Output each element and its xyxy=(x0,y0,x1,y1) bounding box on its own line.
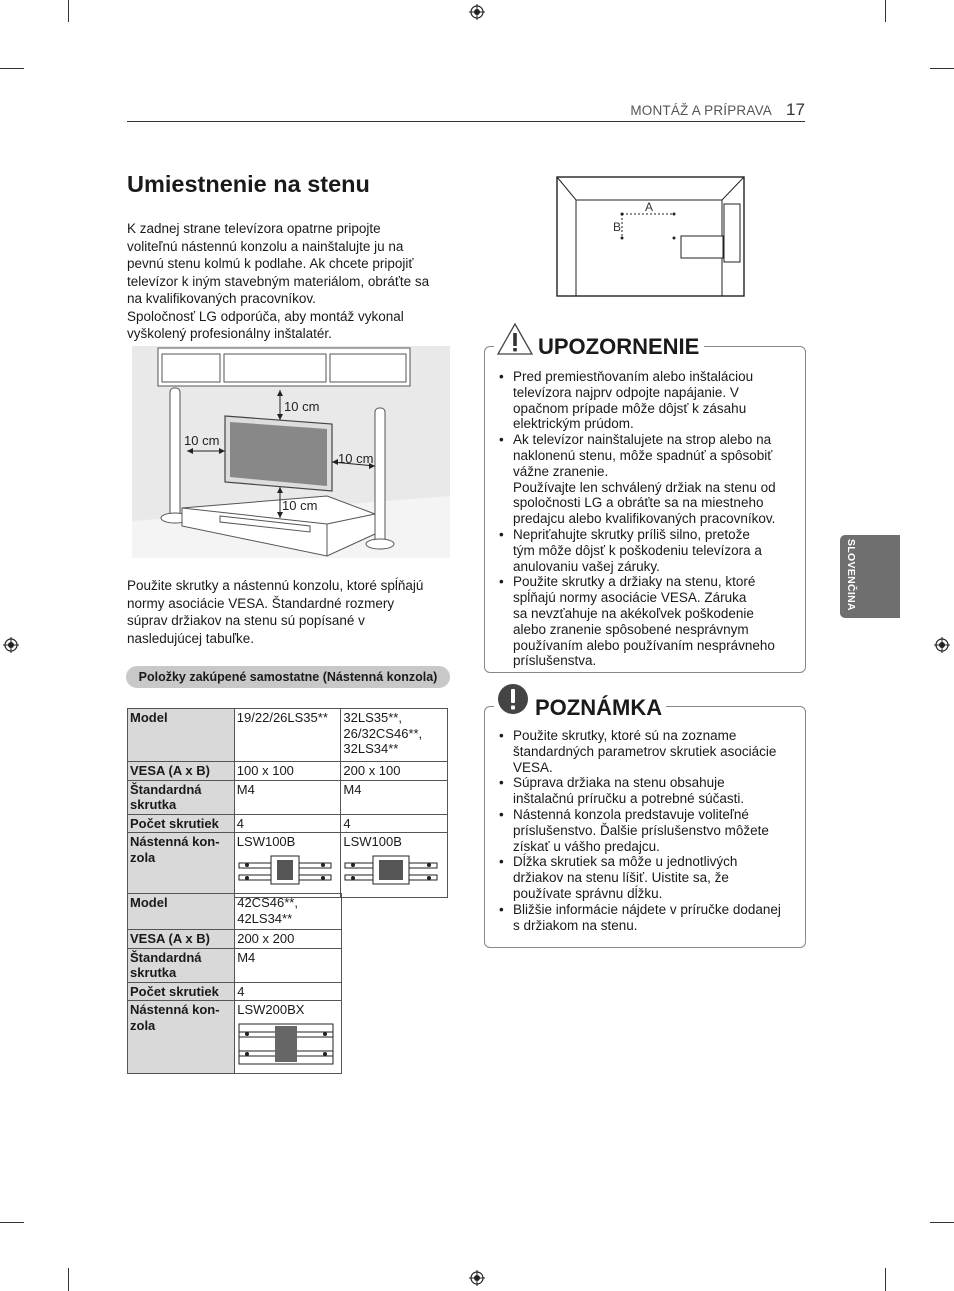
note-item xyxy=(497,728,797,775)
label-line: skrutka xyxy=(130,965,177,980)
caution-line: sa nevzťahuje na akékoľvek poškodenie xyxy=(513,605,754,621)
wall-bracket-icon xyxy=(237,853,333,887)
registration-mark-icon xyxy=(934,637,950,653)
caution-item xyxy=(497,432,797,527)
table-row xyxy=(128,894,342,930)
table-cell xyxy=(235,1001,342,1074)
crop-mark xyxy=(885,1268,886,1291)
crop-mark xyxy=(930,68,954,69)
caution-line: príslušenstva. xyxy=(513,653,597,669)
registration-mark-icon xyxy=(3,637,19,653)
model-line: 26/32CS46**, xyxy=(343,725,423,741)
registration-mark-icon xyxy=(469,4,485,20)
language-tab xyxy=(840,535,900,618)
table-header-cell: Model xyxy=(128,709,235,762)
intro-line: televízor k iným stavebným materiálom, obráťte sa xyxy=(127,273,430,289)
label-line: Štandardná xyxy=(130,949,202,965)
label-line: zola xyxy=(130,1017,156,1033)
caution-line: naklonenú stenu, môže spadnúť a spôsobiť xyxy=(513,447,773,463)
note-item xyxy=(497,854,797,901)
note-line: • Bližšie informácie nájdete v príručke dodanej xyxy=(513,901,781,917)
label-line: Nástenná kon- xyxy=(130,834,220,849)
wall-bracket-icon xyxy=(237,1020,335,1068)
caution-item xyxy=(497,369,797,432)
vesa-label-a: A xyxy=(645,200,654,214)
caution-line: • Pred premiestňovaním alebo inštaláciou xyxy=(513,369,754,384)
note-line: • Dĺžka skrutiek sa môže u jednotlivých xyxy=(513,854,738,870)
table-row xyxy=(128,709,448,762)
intro-text xyxy=(127,220,452,343)
note-item xyxy=(497,902,797,934)
table-header-cell: VESA (A x B) xyxy=(128,762,235,781)
table-cell: M4 xyxy=(234,780,341,814)
note-line: s držiakom na stenu. xyxy=(513,917,638,933)
note-line: držiakov na stenu líšiť. Uistite sa, že xyxy=(513,870,729,886)
caution-item xyxy=(497,527,797,574)
note-line: získať u vášho predajcu. xyxy=(513,838,660,854)
table-cell: 19/22/26LS35** xyxy=(234,709,341,762)
caution-line: používaním alebo používaním nesprávneho xyxy=(513,637,775,653)
note-line: • Použite skrutky, ktoré sú na zozname xyxy=(513,728,737,743)
note-heading: POZNÁMKA xyxy=(535,695,663,720)
table-row xyxy=(128,762,448,781)
mount-model: LSW100B xyxy=(343,834,402,849)
vesa-label-b: B xyxy=(613,220,622,234)
vesa-paragraph-line: Použite skrutky a nástennú konzolu, ktoré spĺňajú xyxy=(127,578,424,593)
table-cell: M4 xyxy=(341,780,448,814)
model-line: 32LS35**, xyxy=(343,710,402,725)
table-cell xyxy=(235,894,342,930)
crop-mark xyxy=(885,0,886,22)
note-line: • Nástenná konzola predstavuje voliteľné xyxy=(513,806,749,822)
table-cell xyxy=(341,709,448,762)
table-cell: 4 xyxy=(341,814,448,833)
intro-line: Spoločnosť LG odporúča, aby montáž vykonal xyxy=(127,308,404,324)
crop-mark xyxy=(930,1222,954,1223)
label-line: zola xyxy=(130,849,156,865)
crop-mark xyxy=(0,1222,24,1223)
table-row xyxy=(128,814,448,833)
table-header-cell: VESA (A x B) xyxy=(128,930,235,949)
label-line: Štandardná xyxy=(130,781,202,797)
model-line: 42CS46**, xyxy=(237,895,298,910)
vesa-paragraph-line: nasledujúcej tabuľke. xyxy=(127,630,255,646)
section-title: MONTÁŽ A PRÍPRAVA xyxy=(630,103,772,118)
caution-line: Používajte len schválený držiak na stenu od xyxy=(513,479,776,495)
table-row xyxy=(128,833,448,898)
caution-line: televízora najprv odpojte napájanie. V xyxy=(513,384,739,400)
caution-line: spoločnosti LG a obráťte sa na miestneho xyxy=(513,495,764,511)
crop-mark xyxy=(0,68,24,69)
note-line: štandardných parametrov skrutiek asociácie xyxy=(513,743,777,759)
model-line: 42LS34** xyxy=(237,910,293,926)
language-tab-label: SLOVENČINA xyxy=(845,539,857,611)
table-cell: 200 x 100 xyxy=(341,762,448,781)
intro-line: voliteľnú nástennú konzolu a nainštalujte ju na xyxy=(127,238,404,254)
intro-line: pevnú stenu kolmú k podlahe. Ak chcete pripojiť xyxy=(127,256,414,271)
intro-line: vyškolený profesionálny inštalatér. xyxy=(127,326,332,341)
table-cell xyxy=(234,833,341,898)
note-item xyxy=(497,807,797,854)
note-line: inštalačnú príručku a potrebné súčasti. xyxy=(513,791,745,807)
caution-box xyxy=(484,346,806,673)
table-cell: 4 xyxy=(235,982,342,1001)
caution-line: opačnom prípade môže dôjsť k zásahu xyxy=(513,400,747,416)
clearance-label-left: 10 cm xyxy=(184,433,220,448)
clearance-label-right: 10 cm xyxy=(338,451,374,466)
wall-mount-spec-table xyxy=(127,708,448,898)
table-header-cell: Model xyxy=(128,894,235,930)
crop-mark xyxy=(68,1268,69,1291)
model-line: 32LS34** xyxy=(343,741,399,756)
intro-line: K zadnej strane televízora opatrne pripojte xyxy=(127,221,381,236)
table-row xyxy=(128,948,342,982)
table-header-cell xyxy=(128,1001,235,1074)
table-row xyxy=(128,1001,342,1074)
table-row xyxy=(128,982,342,1001)
table-row xyxy=(128,780,448,814)
note-line: používate správnu dĺžku. xyxy=(513,885,663,901)
wall-bracket-icon xyxy=(343,853,439,887)
caution-line: tým môže dôjsť k poškodeniu televízora a xyxy=(513,542,762,558)
mount-model: LSW100B xyxy=(236,834,296,849)
table-cell: 4 xyxy=(234,814,341,833)
warning-triangle-icon xyxy=(496,322,534,356)
page-number: 17 xyxy=(786,100,805,119)
caution-line: elektrickým prúdom. xyxy=(513,416,634,432)
vesa-dimension-diagram xyxy=(556,176,746,298)
table-header-cell: Počet skrutiek xyxy=(128,814,235,833)
caution-line: predajcu alebo kvalifikovaných pracovníkov. xyxy=(513,511,776,527)
label-line: skrutka xyxy=(130,797,177,812)
table-cell: 100 x 100 xyxy=(234,762,341,781)
exclamation-circle-icon xyxy=(497,683,529,715)
table-header-cell xyxy=(128,833,235,898)
label-line: Nástenná kon- xyxy=(130,1002,220,1017)
intro-line: na kvalifikovaných pracovníkov. xyxy=(127,291,316,306)
table-header-cell: Počet skrutiek xyxy=(128,982,235,1001)
vesa-paragraph-line: normy asociácie VESA. Štandardné rozmery xyxy=(127,595,395,611)
installation-clearance-illustration xyxy=(132,346,450,558)
caution-line: vážne zranenie. xyxy=(513,463,609,479)
caution-line: • Ak televízor nainštalujete na strop alebo na xyxy=(513,432,772,448)
note-box xyxy=(484,706,806,948)
page-title: Umiestnenie na stenu xyxy=(127,171,370,197)
caution-line: spĺňajú normy asociácie VESA. Záruka xyxy=(513,590,747,606)
note-line: VESA. xyxy=(513,759,553,775)
mount-model: LSW200BX xyxy=(237,1002,305,1017)
table-cell xyxy=(341,833,448,898)
clearance-label-bottom: 10 cm xyxy=(282,498,318,513)
caution-line: anulovaniu vašej záruky. xyxy=(513,558,660,574)
table-cell: M4 xyxy=(235,948,342,982)
note-line: príslušenstvo. Ďalšie príslušenstvo môžete xyxy=(513,822,769,838)
caution-line: • Použite skrutky a držiaky na stenu, ktoré xyxy=(513,574,756,590)
vesa-paragraph-line: súprav držiakov na stenu sú popísané v xyxy=(127,613,365,628)
vesa-paragraph xyxy=(127,577,452,647)
caution-line: • Nepriťahujte skrutky príliš silno, pretože xyxy=(513,526,750,542)
note-line: • Súprava držiaka na stenu obsahuje xyxy=(513,775,725,791)
table-cell: 200 x 200 xyxy=(235,930,342,949)
wall-mount-spec-table-2 xyxy=(127,893,342,1074)
note-item xyxy=(497,775,797,807)
caution-item xyxy=(497,574,797,669)
registration-mark-icon xyxy=(469,1270,485,1286)
clearance-label-top: 10 cm xyxy=(284,399,320,414)
table-row xyxy=(128,930,342,949)
crop-mark xyxy=(68,0,69,22)
separately-purchased-heading: Položky zakúpené samostatne (Nástenná konzola) xyxy=(126,666,450,688)
header-divider xyxy=(127,121,805,122)
caution-line: alebo zranenie spôsobené nesprávnym xyxy=(513,621,749,637)
caution-heading: UPOZORNENIE xyxy=(538,334,700,359)
table-header-cell xyxy=(128,948,235,982)
table-header-cell xyxy=(128,780,235,814)
